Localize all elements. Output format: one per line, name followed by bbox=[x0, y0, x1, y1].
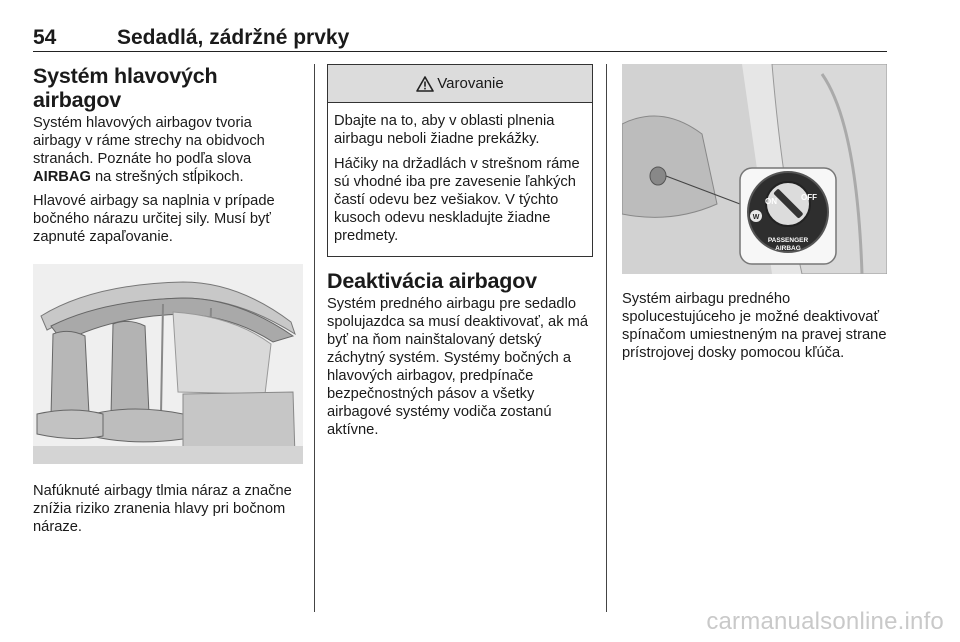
page-number: 54 bbox=[33, 26, 57, 49]
section-heading-head-airbags: Systém hlavových airbagov bbox=[33, 64, 218, 112]
running-title: Sedadlá, zádržné prvky bbox=[117, 26, 350, 49]
column-1 bbox=[33, 64, 303, 542]
warning-box bbox=[327, 64, 593, 257]
page-header bbox=[33, 18, 887, 52]
switch-passenger-label: PASSENGER bbox=[767, 237, 809, 244]
column-divider-2 bbox=[606, 64, 607, 612]
svg-text:W: W bbox=[752, 214, 760, 221]
switch-on-label: ON bbox=[765, 197, 777, 206]
illustration-inflated-head-airbag bbox=[33, 264, 303, 464]
switch-airbag-label: AIRBAG bbox=[775, 245, 801, 252]
airbag-keyword: AIRBAG bbox=[33, 169, 91, 185]
illustration-passenger-airbag-switch bbox=[622, 64, 887, 274]
paragraph-head-airbag-deploy: Hlavové airbagy sa naplnia v prípade bočného nárazu určitej sily. Musí byť zapnuté zapaľovanie. bbox=[33, 193, 275, 245]
column-divider-1 bbox=[314, 64, 315, 612]
switch-off-label: OFF bbox=[801, 193, 817, 202]
paragraph-deactivation: Systém predného airbagu pre sedadlo spolujazdca sa musí deaktivovať, ak má byť na ňom nainštalovaný detský záchytný systém. Systémy bočných a hlavových airbagov, predpínače bezpečnostných pásov a všetky airbagové systémy vodiča zostanú aktívne. bbox=[327, 296, 589, 438]
figure-caption-head-airbag: Nafúknuté airbagy tlmia náraz a značne znížia riziko zranenia hlavy pri bočnom náraze. bbox=[33, 483, 292, 535]
figure-caption-airbag-switch: Systém airbagu predného spolucestujúceho je možné deaktivovať spínačom umiestneným na pravej strane prístrojovej dosky pomocou kľúča. bbox=[622, 291, 887, 361]
warning-paragraph-1: Dbajte na to, aby v oblasti plnenia airbagu neboli žiadne prekážky. bbox=[334, 113, 555, 147]
section-heading-deactivation: Deaktivácia airbagov bbox=[327, 269, 537, 293]
warning-body bbox=[328, 103, 592, 256]
warning-paragraph-2: Háčiky na držadlách v strešnom ráme sú vhodné iba pre zavesenie ľahkých častí odevu bez vešiakov. V týchto kusoch odevu neskladujte žiadne predmety. bbox=[334, 156, 580, 244]
column-2 bbox=[327, 64, 593, 445]
footer-watermark: carmanualsonline.info bbox=[706, 608, 944, 635]
warning-triangle-icon bbox=[416, 76, 434, 92]
warning-title: Varovanie bbox=[437, 75, 504, 92]
column-3 bbox=[622, 64, 887, 368]
paragraph-head-airbag-system: Systém hlavových airbagov tvoria airbagy v ráme strechy na obidvoch stranách. Poznáte ho podľa slova AIRBAG na strešných stĺpikoch. bbox=[33, 115, 265, 185]
warning-header bbox=[328, 65, 592, 103]
